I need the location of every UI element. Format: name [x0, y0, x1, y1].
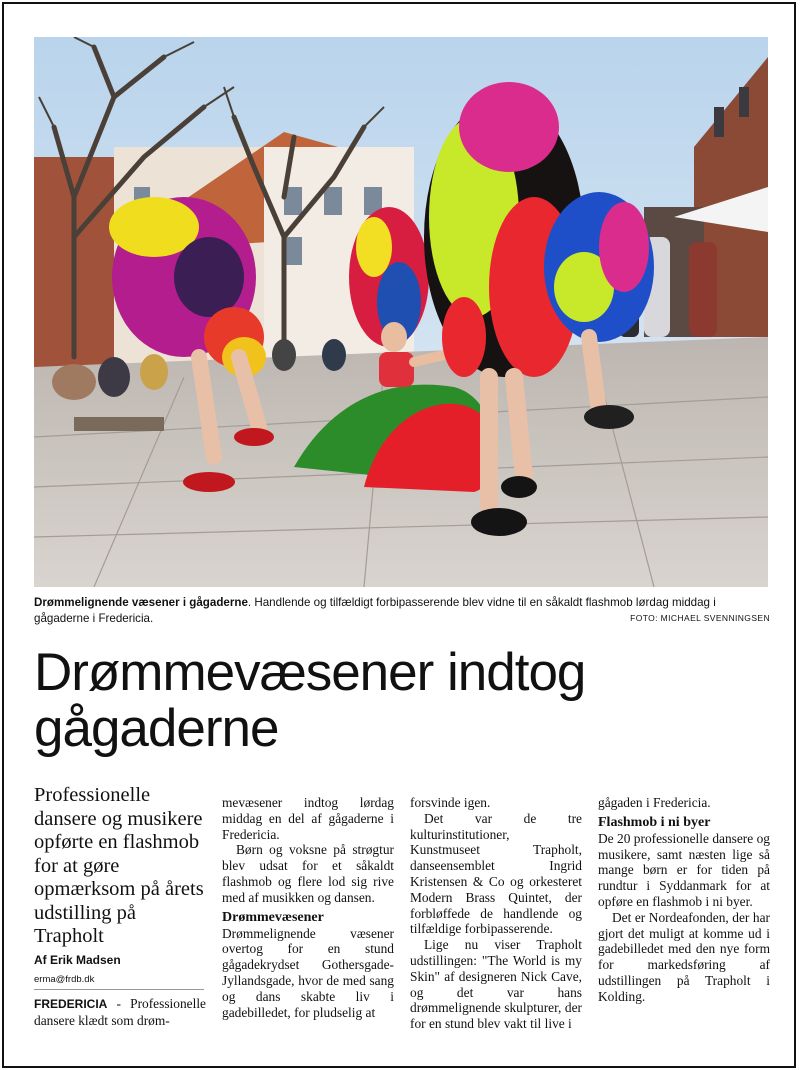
author-email[interactable]: erma@frdb.dk: [34, 974, 95, 985]
body-paragraph: mevæsener indtog lørdag middag en del af gågaderne i Fredericia.: [222, 795, 394, 842]
photo-credit: FOTO: MICHAEL SVENNINGSEN: [630, 613, 770, 623]
article-photo: [34, 37, 768, 587]
headline: Drømmevæsener indtog gågaderne: [34, 643, 586, 758]
body-paragraph: Lige nu viser Trapholt udstillingen: "The World is my Skin" af designeren Nick Cave, og det var hans drømmelignende skulpturer, der for en stund blev vakt til live i: [410, 937, 582, 1032]
subheading: Drømmevæsener: [222, 909, 324, 925]
caption-text: . Handlende og tilfældigt forbipasserende blev vidne til en såkaldt flashmob lørdag middag i gågaderne i Fredericia.: [34, 596, 716, 625]
byline-divider: [34, 989, 204, 990]
dateline: FREDERICIA: [34, 997, 108, 1011]
body-paragraph: Det er Nordeafonden, der har gjort det muligt at komme ud i gadebilledet med den nye form for markedsføring af udstillingen på Trapholt i Kolding.: [598, 909, 770, 1004]
byline: Af Erik Madsen: [34, 953, 121, 967]
caption-title: Drømmelignende væsener i gågaderne: [34, 596, 248, 609]
body-paragraph: Drømmelignende væsener overtog for en stund gågadekrydset Gothersgade-Jyllandsgade, hvor de med sang og dans skabte liv i gadebilledet, for pludselig at: [222, 925, 394, 1020]
body-column-2: [222, 795, 394, 1020]
body-paragraph: forsvinde igen.: [410, 795, 491, 810]
body-column-4: [598, 795, 770, 1005]
body-paragraph: gågaden i Fredericia.: [598, 795, 711, 810]
body-column-3: [410, 795, 582, 1032]
body-paragraph: De 20 professionelle dansere og musikere, samt næsten lige så mange børn er for tiden på rundtur i Syddanmark for at opføre en flashmob i ni byer.: [598, 830, 770, 909]
body-paragraph: Børn og voksne på strøgtur blev udsat for et såkaldt flashmob og flere lod sig rive med af musikken og dansen.: [222, 842, 394, 905]
body-paragraph: Det var de tre kulturinstitutioner, Kunstmuseet Trapholt, danseensemblet Ingrid Kristensen & Co og orkesteret Modern Brass Quintet, der forbløffede de handlende og tilfældige forbipasserende.: [410, 810, 582, 937]
lead-paragraph: Professionelle dansere og musikere opførte en flashmob for at gøre opmærksom på årets udstilling på Trapholt: [34, 784, 204, 947]
body-column-1: [34, 996, 206, 1029]
subheading: Flashmob i ni byer: [598, 814, 711, 830]
body-text: - Professionelle dansere klædt som drøm-: [34, 996, 206, 1028]
